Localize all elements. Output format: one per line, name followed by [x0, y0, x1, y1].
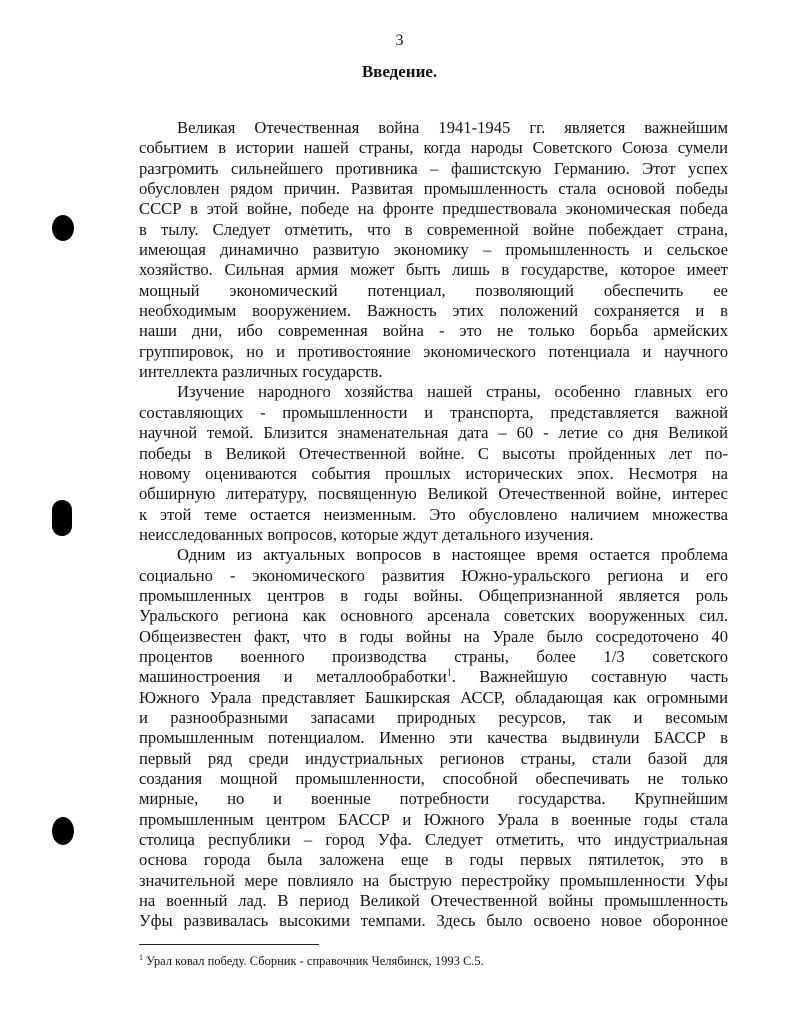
- body-text: [139, 118, 728, 932]
- text-line: к этой теме остается неизменным. Это обусловлено наличием множества: [139, 504, 728, 524]
- text-line: научной темой. Близится знаменательная дата – 60 - летие со дня Великой: [139, 423, 728, 443]
- text-line: составляющих - промышленности и транспорта, представляется важной: [139, 402, 728, 422]
- text-line: промышленных центров в годы войны. Общепризнанной является роль: [139, 585, 728, 605]
- punch-hole-mark: [52, 215, 74, 241]
- text-line: и разнообразными запасами природных ресурсов, так и весомым: [139, 707, 728, 727]
- text-line: Уральского региона как основного арсенала советских вооруженных сил.: [139, 606, 728, 626]
- footnote-divider: [139, 944, 319, 945]
- text-line: Одним из актуальных вопросов в настоящее время остается проблема: [177, 545, 728, 565]
- text-line: на военный лад. В период Великой Отечественной войны промышленность: [139, 891, 728, 911]
- text-fragment: машиностроения и металлообработки: [139, 667, 447, 687]
- page-title: Введение.: [361, 62, 438, 81]
- text-line: мощный экономический потенциал, позволяющий обеспечить ее: [139, 280, 728, 300]
- footnote-text: Урал ковал победу. Сборник - справочник Челябинск, 1993 С.5.: [146, 954, 484, 969]
- text-line: столица республики – город Уфа. Следует отметить, что индустриальная: [139, 830, 728, 850]
- text-line: неисследованных вопросов, которые ждут детального изучения.: [139, 524, 594, 544]
- text-line: промышленным центром БАССР и Южного Урала в военные годы стала: [139, 809, 728, 829]
- page-number: 3: [395, 32, 404, 49]
- text-line: Общеизвестен факт, что в годы войны на Урале было сосредоточено 40: [139, 626, 728, 646]
- text-line: Изучение народного хозяйства нашей страны, особенно главных его: [177, 382, 728, 402]
- text-line: основа города была заложена еще в годы первых пятилеток, это в: [139, 850, 728, 870]
- text-fragment: . Важнейшую составную часть: [451, 667, 729, 687]
- text-line: обширную литературу, посвященную Великой Отечественной войне, интерес: [139, 484, 728, 504]
- text-line: Великая Отечественная война 1941-1945 гг. является важнейшим: [177, 118, 728, 137]
- text-line: Уфы развивалась высокими темпами. Здесь было освоено новое оборонное: [139, 911, 728, 931]
- text-line: наши дни, ибо современная война - это не только борьба армейских: [139, 321, 728, 341]
- text-line: интеллекта различных государств.: [139, 362, 383, 382]
- text-line: обусловлен рядом причин. Развитая промышленность стала основой победы: [139, 179, 728, 199]
- text-line: новому оцениваются события прошлых исторических эпох. Несмотря на: [139, 463, 728, 483]
- text-line: промышленным потенциалом. Именно эти качества выдвинули БАССР в: [139, 728, 728, 748]
- text-line: хозяйство. Сильная армия может быть лишь в государстве, которое имеет: [139, 260, 728, 280]
- text-line: СССР в этой войне, победе на фронте предшествовала экономическая победа: [139, 199, 728, 219]
- text-line: процентов военного производства страны, более 1/3 советского: [139, 646, 728, 666]
- text-line: социально - экономического развития Южно-уральского региона и его: [139, 565, 728, 585]
- footnote-reference[interactable]: 1: [446, 667, 452, 679]
- footnote-mark: 1: [139, 953, 143, 962]
- text-line: событием в истории нашей страны, когда народы Советского Союза сумели: [139, 138, 728, 158]
- text-line: победы в Великой Отечественной войне. С высоты пройденных лет по-: [139, 443, 728, 463]
- footnote: [139, 953, 739, 969]
- text-line: группировок, но и противостояние экономического потенциала и научного: [139, 341, 728, 361]
- punch-hole-mark: [52, 500, 72, 536]
- text-line: мирные, но и военные потребности государства. Крупнейшим: [139, 789, 728, 809]
- text-line: необходимым вооружением. Важность этих положений сохраняется и в: [139, 301, 728, 321]
- text-line-with-footnote: [139, 667, 728, 687]
- text-line: разгромить сильнейшего противника – фашистскую Германию. Этот успех: [139, 158, 728, 178]
- text-line: значительной мере повлияло на быструю перестройку промышленности Уфы: [139, 870, 728, 890]
- text-line: Южного Урала представляет Башкирская АССР, обладающая как огромными: [139, 687, 728, 707]
- text-line: создания мощной промышленности, способной обеспечивать не только: [139, 769, 728, 788]
- text-line: в тылу. Следует отметить, что в современной войне побеждает страна,: [139, 219, 728, 239]
- text-line: имеющая динамично развитую экономику – промышленность и сельское: [139, 240, 728, 260]
- text-line: первый ряд среди индустриальных регионов страны, стали базой для: [139, 748, 728, 768]
- punch-hole-mark: [52, 817, 74, 845]
